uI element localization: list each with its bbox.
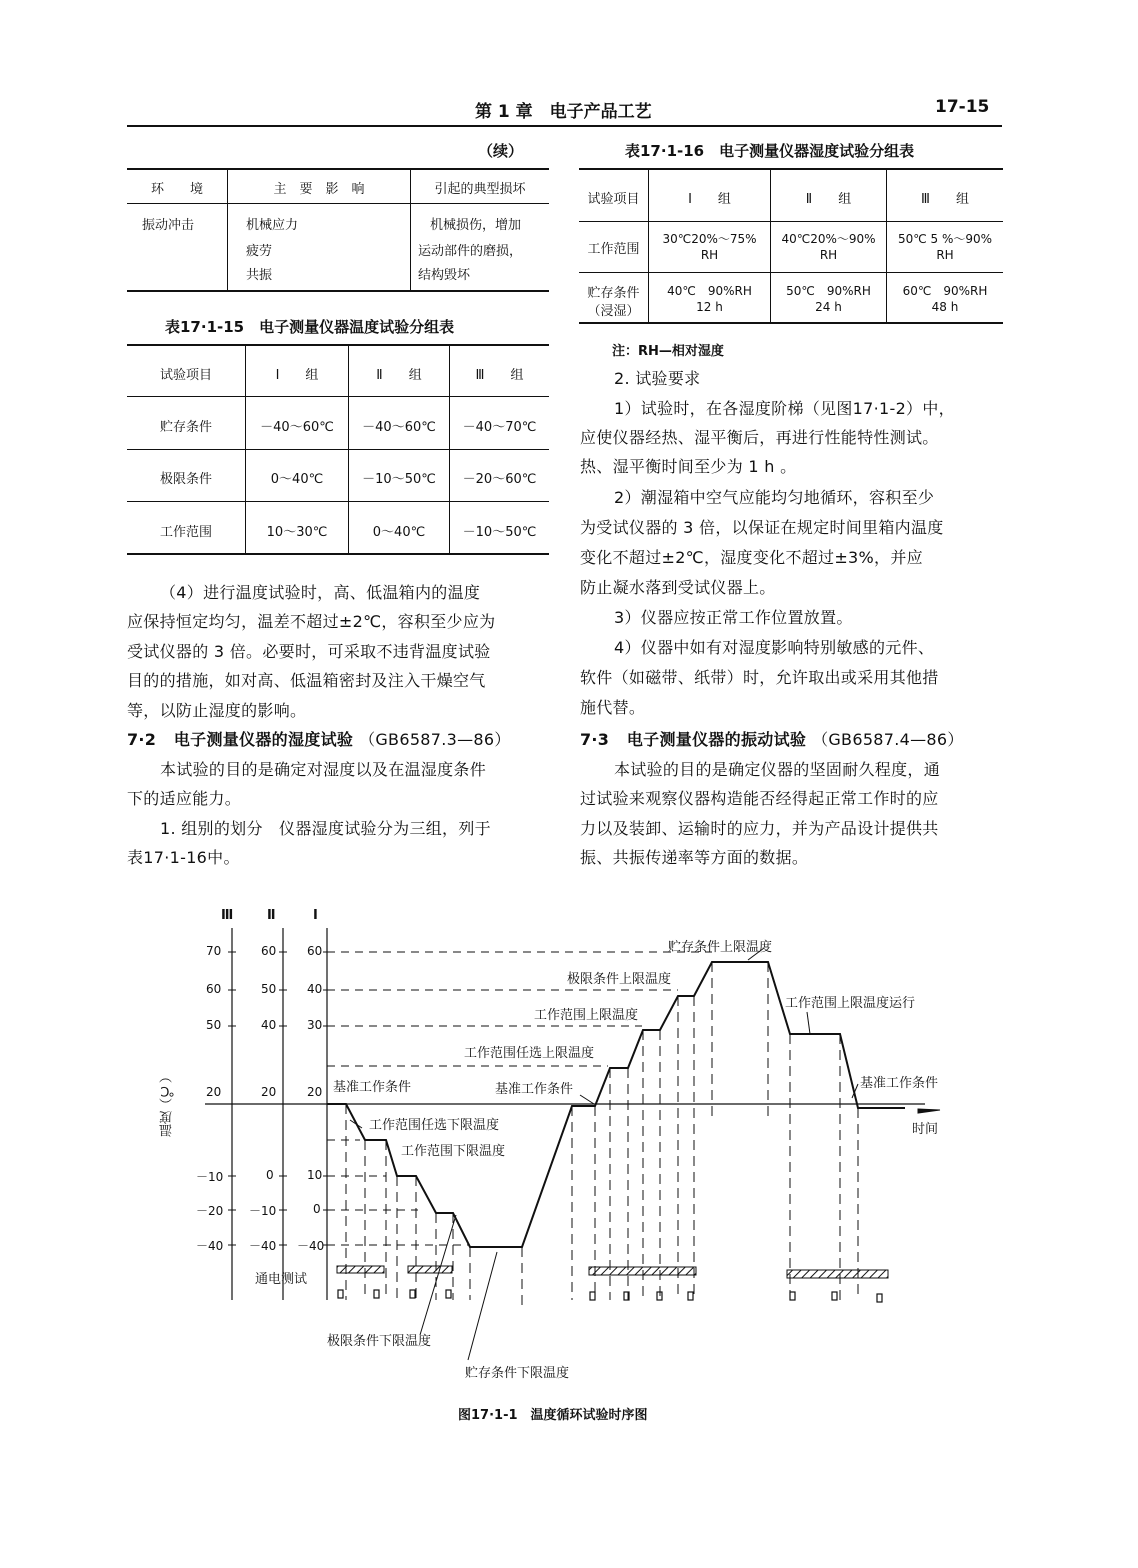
table-cell: 0～40℃ [372, 525, 426, 540]
paragraph-line: 2. 试验要求 [614, 369, 701, 388]
paragraph-line: 下的适应能力。 [127, 789, 242, 808]
tick-label-I: 40 [307, 982, 323, 996]
tick-label-II: 20 [261, 1085, 277, 1099]
table-cell: －40～70℃ [462, 420, 537, 435]
table-cell: －10～50℃ [362, 472, 436, 487]
tick-label-II: －40 [249, 1239, 277, 1253]
table-cell: －10～50℃ [462, 525, 537, 540]
label-work-lower: 工作范围下限温度 [401, 1144, 506, 1159]
label-limit-upper: 极限条件上限温度 [567, 972, 672, 987]
paragraph-line: 受试仪器的 3 倍。必要时，可采取不违背温度试验 [127, 642, 491, 661]
table-cell: 40℃20%～90% [781, 232, 876, 246]
paragraph-line: 1. 组别的划分 仪器湿度试验分为三组，列于 [160, 819, 491, 838]
table-header-cell: Ⅱ 组 [376, 368, 422, 383]
table-continued-label: （续） [478, 142, 524, 160]
power-test-bars [337, 1266, 888, 1278]
table-16-note: 注：RH—相对湿度 [612, 344, 724, 359]
paragraph-line: 变化不超过±2℃，湿度变化不超过±3%，并应 [580, 548, 923, 567]
paragraph-line: 4）仪器中如有对湿度影响特别敏感的元件、 [614, 638, 935, 657]
tick-label-III: 60 [206, 982, 222, 996]
tick-label-III: 50 [206, 1018, 222, 1032]
table-cell: 结构毁坏 [418, 268, 471, 283]
paragraph-line: 热、湿平衡时间至少为 1 h 。 [580, 457, 797, 476]
tick-label-III: －20 [196, 1204, 224, 1218]
chapter-title: 第 1 章 电子产品工艺 [475, 102, 652, 122]
table-cell: 机械损伤，增加 [430, 218, 522, 233]
tick-label-II: 40 [261, 1018, 277, 1032]
table-cell: 24 h [815, 300, 842, 314]
table-cell: 机械应力 [246, 218, 299, 233]
tick-label-III: －40 [196, 1239, 224, 1253]
table-header-cell: 试验项目 [159, 368, 212, 383]
paragraph-line: 软件（如磁带、纸带）时，允许取出或采用其他措 [580, 668, 939, 687]
paragraph-line: 振、共振传递率等方面的数据。 [580, 848, 809, 867]
paragraph-line: （4）进行温度试验时，高、低温箱内的温度 [160, 583, 481, 602]
table-15-title: 表17·1-15 电子测量仪器温度试验分组表 [165, 318, 455, 336]
tick-label-II: 0 [266, 1168, 274, 1182]
table-header-cell: 主 要 影 响 [273, 182, 365, 197]
paragraph-line: 2）潮湿箱中空气应能均匀地循环，容积至少 [614, 488, 935, 507]
paragraph-line: 过试验来观察仪器构造能否经得起正常工作时的应 [580, 789, 939, 808]
label-ref-2: 基准工作条件 [495, 1082, 574, 1097]
table-cell: RH [700, 248, 719, 262]
table-header-cell: 环 境 [150, 182, 203, 197]
axis-header-II: Ⅱ [267, 908, 276, 923]
section-standard: （GB6587.3—86） [359, 730, 511, 749]
table-cell: 疲劳 [246, 244, 273, 259]
section-title: 电子测量仪器的湿度试验 [173, 730, 354, 749]
tick-label-I: －40 [297, 1239, 325, 1253]
label-ref-3: 基准工作条件 [860, 1076, 939, 1091]
table-header-cell: Ⅲ 组 [921, 192, 969, 207]
table-cell: 48 h [931, 300, 959, 314]
paragraph-line: 防止凝水落到受试仪器上。 [580, 578, 776, 597]
label-work-opt-lower: 工作范围任选下限温度 [369, 1118, 500, 1133]
paragraph-line: 1）试验时，在各湿度阶梯（见图17·1-2）中， [614, 399, 955, 418]
table-header-cell: Ⅰ 组 [275, 368, 319, 383]
label-work-opt-upper: 工作范围任选上限温度 [464, 1046, 595, 1061]
paragraph-line: 本试验的目的是确定仪器的坚固耐久程度，通 [614, 760, 941, 779]
table-cell: 40℃ 90%RH [667, 284, 752, 298]
paragraph-line: 3）仪器应按正常工作位置放置。 [614, 608, 853, 627]
table-cell: 振动冲击 [142, 218, 195, 233]
figure-caption: 图17·1-1 温度循环试验时序图 [458, 1408, 648, 1423]
table-header-cell: Ⅲ 组 [475, 368, 524, 383]
paragraph-line: 目的的措施，如对高、低温箱密封及注入干燥空气 [127, 671, 486, 690]
y-axis-label: 温度（℃） [160, 1070, 175, 1137]
table-header-cell: 试验项目 [587, 192, 640, 207]
table-cell: 12 h [696, 300, 723, 314]
table-cell: RH [819, 248, 838, 262]
tick-label-III: 70 [206, 944, 222, 958]
tick-label-I: 20 [307, 1085, 323, 1099]
paragraph-line: 本试验的目的是确定对湿度以及在温湿度条件 [160, 760, 487, 779]
paragraph-line: 等，以防止湿度的影响。 [127, 701, 307, 720]
paragraph-line: 力以及装卸、运输时的应力，并为产品设计提供共 [580, 819, 939, 838]
table-cell: （浸湿） [587, 304, 640, 319]
tick-label-I: 60 [307, 944, 323, 958]
table-cell: 极限条件 [159, 472, 212, 487]
section-standard: （GB6587.4—86） [812, 730, 964, 749]
table-cell: 60℃ 90%RH [902, 284, 988, 298]
section-title: 电子测量仪器的振动试验 [626, 730, 807, 749]
table-cell: 贮存条件 [587, 286, 640, 301]
page-number: 17-15 [935, 97, 990, 117]
tick-label-I: 30 [307, 1018, 323, 1032]
tick-label-II: －10 [249, 1204, 277, 1218]
table-cell: －40～60℃ [260, 420, 334, 435]
label-ref-1: 基准工作条件 [333, 1080, 412, 1095]
label-storage-lower: 贮存条件下限温度 [465, 1366, 570, 1381]
label-power-test: 通电测试 [255, 1272, 308, 1287]
table-header-cell: Ⅱ 组 [805, 192, 852, 207]
table-cell: 30℃20%～75% [662, 232, 757, 246]
table-header-cell: 引起的典型损坏 [434, 182, 526, 197]
table-cell: 贮存条件 [159, 420, 212, 435]
table-cell: －40～60℃ [362, 420, 436, 435]
axis-header-III: Ⅲ [221, 908, 234, 923]
table-16-title: 表17·1-16 电子测量仪器湿度试验分组表 [625, 142, 915, 160]
tick-label-III: 20 [206, 1085, 222, 1099]
table-cell: 0～40℃ [270, 472, 324, 487]
table-cell: 10～30℃ [266, 525, 328, 540]
table-cell: －20～60℃ [462, 472, 537, 487]
table-cell: 50℃ 5 %～90% [897, 232, 993, 246]
section-number: 7·3 [580, 730, 610, 749]
x-axis-label: 时间 [912, 1122, 939, 1137]
section-number: 7·2 [127, 730, 157, 749]
paragraph-line: 施代替。 [580, 698, 646, 717]
table-cell: 50℃ 90%RH [786, 284, 871, 298]
table-cell: 共振 [246, 268, 273, 283]
label-storage-upper: 贮存条件上限温度 [668, 940, 773, 955]
tick-label-III: －10 [196, 1170, 224, 1184]
tick-label-II: 60 [261, 944, 277, 958]
tick-label-I: 0 [313, 1202, 321, 1216]
paragraph-line: 应使仪器经热、湿平衡后，再进行性能特性测试。 [580, 428, 939, 447]
table-cell: 运动部件的磨损， [418, 244, 523, 259]
axis-header-I: Ⅰ [313, 908, 318, 923]
label-work-upper-run: 工作范围上限温度运行 [785, 996, 916, 1011]
paragraph-line: 表17·1-16中。 [127, 848, 240, 867]
paragraph-line: 为受试仪器的 3 倍，以保证在规定时间里箱内温度 [580, 518, 944, 537]
tick-label-I: 10 [307, 1168, 323, 1182]
paragraph-line: 应保持恒定均匀，温差不超过±2℃，容积至少应为 [127, 612, 496, 631]
tick-label-II: 50 [261, 982, 277, 996]
label-work-upper: 工作范围上限温度 [534, 1008, 639, 1023]
table-cell: 工作范围 [587, 242, 640, 257]
table-header-cell: Ⅰ 组 [688, 192, 731, 207]
table-cell: 工作范围 [159, 525, 212, 540]
label-limit-lower: 极限条件下限温度 [327, 1334, 432, 1349]
table-cell: RH [936, 248, 954, 262]
